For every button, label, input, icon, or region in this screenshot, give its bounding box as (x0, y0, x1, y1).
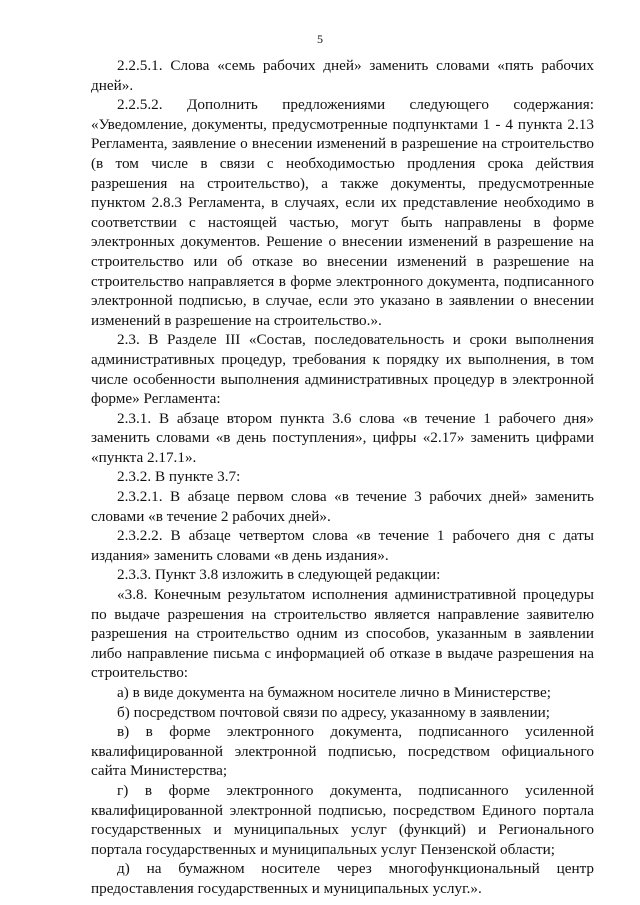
paragraph-3-8: «3.8. Конечным результатом исполнения административной процедуры по выдаче разрешения на строительство является направление заявителю разрешения на строительство одним из способов, указанным в заявлении либо направление письма с информацией об отказе в выдаче разрешения на строительство: (91, 586, 594, 682)
list-item-g: г) в форме электронного документа, подписанного усиленной квалифицированной электронной подписью, посредством Единого портала государственных и муниципальных услуг (функций) и Регионального портала государственных и муниципальных услуг Пензенской области; (91, 781, 594, 858)
paragraph-2-3: 2.3. В Разделе III «Состав, последовательность и сроки выполнения административных процедур, требования к порядку их выполнения, в том числе особенности выполнения административных процедур в электронной форме» Регламента: (91, 331, 594, 408)
paragraph-2-2-5-1: 2.2.5.1. Слова «семь рабочих дней» заменить словами «пять рабочих дней». (91, 57, 594, 94)
document-body (91, 56, 594, 899)
page-number: 5 (317, 32, 323, 46)
list-item-d: д) на бумажном носителе через многофункциональный центр предоставления государственных и муниципальных услуг.». (91, 860, 594, 897)
paragraph-2-3-1: 2.3.1. В абзаце втором пункта 3.6 слова «в течение 1 рабочего дня» заменить словами «в день поступления», цифры «2.17» заменить цифрами «пункта 2.17.1». (91, 409, 594, 466)
list-item-b: б) посредством почтовой связи по адресу, указанному в заявлении; (117, 703, 550, 721)
paragraph-2-3-2-1: 2.3.2.1. В абзаце первом слова «в течение 3 рабочих дней» заменить словами «в течение 2 рабочих дней». (91, 488, 594, 525)
paragraph-2-3-3: 2.3.3. Пункт 3.8 изложить в следующей редакции: (117, 566, 441, 584)
paragraph-2-3-2: 2.3.2. В пункте 3.7: (117, 468, 241, 486)
paragraph-2-2-5-2: 2.2.5.2. Дополнить предложениями следующего содержания: «Уведомление, документы, предусмотренные подпунктами 1 - 4 пункта 2.13 Регламента, заявление о внесении изменений в разрешение на строительство (в том числе в связи с необходимостью продления срока действия разрешения на строительство), а также документы, предусмотренные пунктом 2.8.3 Регламента, в случаях, если их представление необходимо в соответствии с настоящей частью, могут быть направлены в форме электронных документов. Решение о внесении изменений в разрешение на строительство или об отказе во внесении изменений в разрешение на строительство направляется в форме электронного документа, подписанного электронной подписью, в случае, если это указано в заявлении о внесении изменений в разрешение на строительство.». (91, 96, 594, 329)
list-item-a: а) в виде документа на бумажном носителе лично в Министерстве; (117, 684, 551, 701)
paragraph-2-3-2-2: 2.3.2.2. В абзаце четвертом слова «в течение 1 рабочего дня с даты издания» заменить словами «в день издания». (91, 527, 594, 564)
list-item-v: в) в форме электронного документа, подписанного усиленной квалифицированной электронной подписью, посредством официального сайта Министерства; (91, 723, 594, 780)
